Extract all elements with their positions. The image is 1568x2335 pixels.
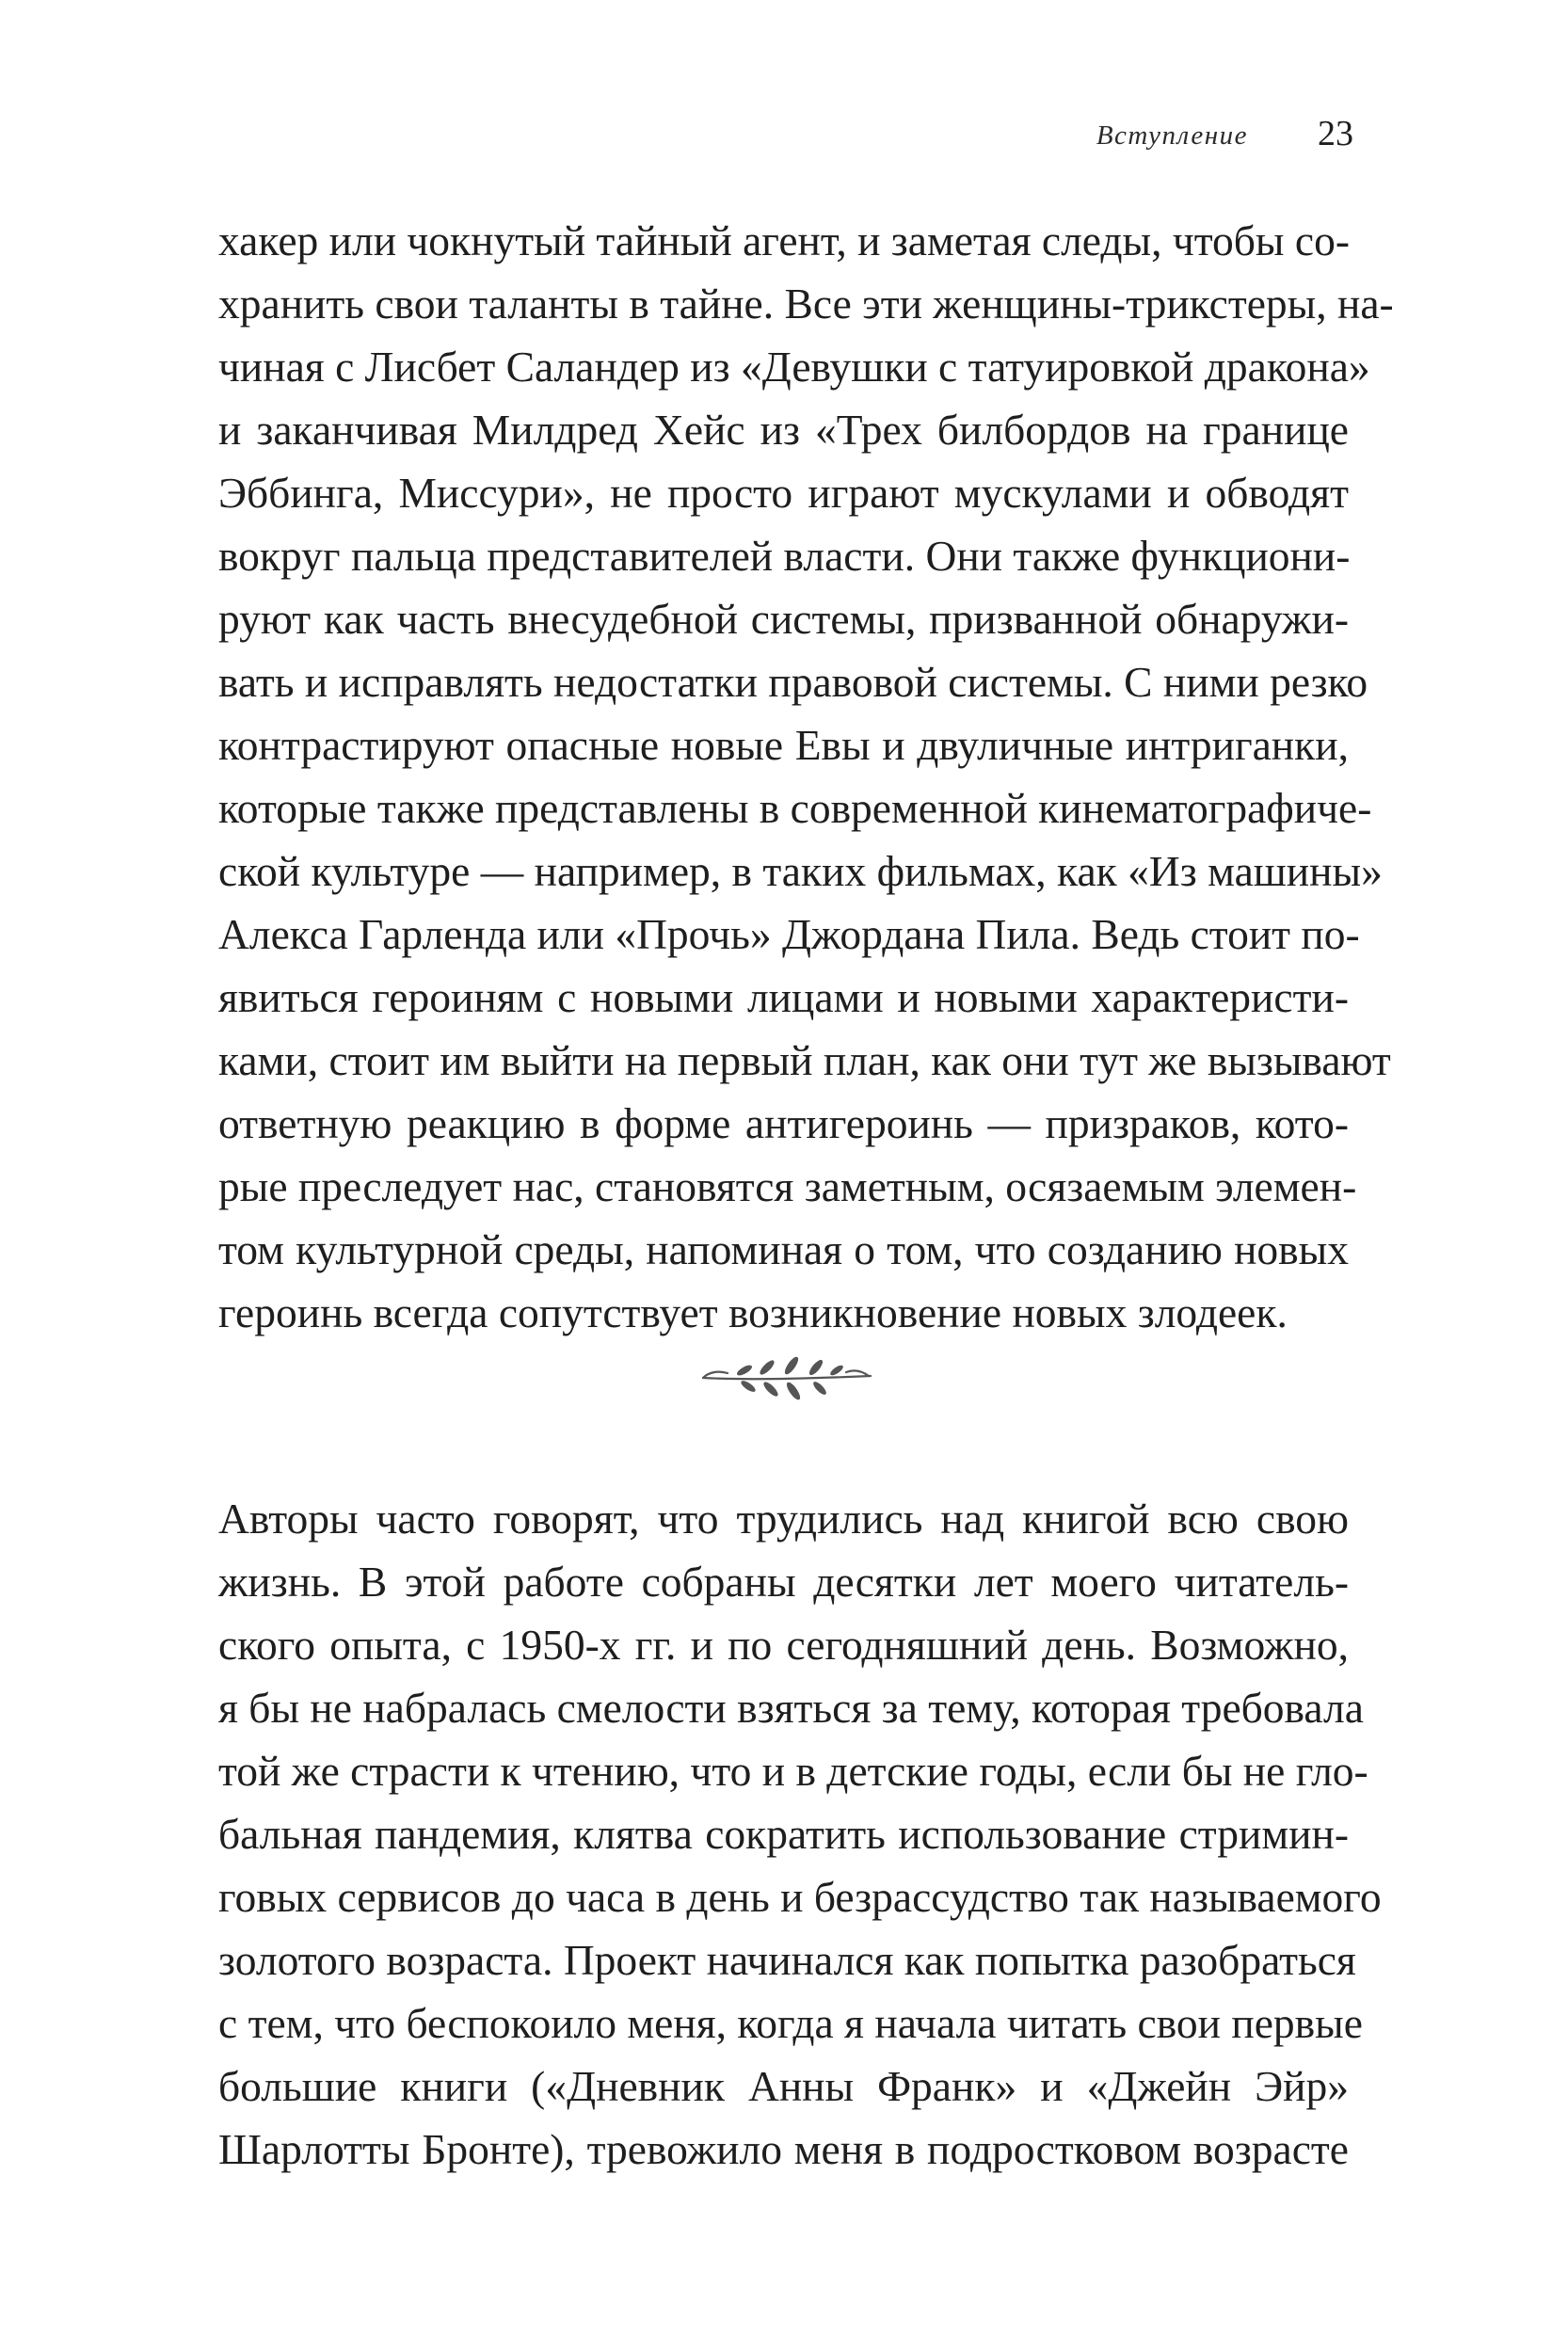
text-line: чиная с Лисбет Саландер из «Девушки с татуировкой дракона» xyxy=(218,343,1370,391)
text-line: той же страсти к чтению, что и в детские годы, если бы не гло- xyxy=(218,1747,1368,1795)
text-line: и заканчивая Милдред Хейс из «Трех билбордов на границе xyxy=(218,406,1349,454)
text-line: том культурной среды, напоминая о том, что созданию новых xyxy=(218,1225,1349,1273)
text-line: которые также представлены в современной кинематографиче- xyxy=(218,784,1372,832)
text-line: ской культуре — например, в таких фильмах, как «Из машины» xyxy=(218,847,1383,895)
text-line: ского опыта, с 1950-х гг. и по сегодняшний день. Возможно, xyxy=(218,1621,1349,1669)
text-line: я бы не набралась смелости взяться за тему, которая требовала xyxy=(218,1684,1364,1732)
text-line: ответную реакцию в форме антигероинь — призраков, кото- xyxy=(218,1099,1349,1147)
text-line: Алекса Гарленда или «Прочь» Джордана Пила. Ведь стоит по- xyxy=(218,910,1360,958)
paragraph-1 xyxy=(218,209,1394,1344)
text-line: жизнь. В этой работе собраны десятки лет моего читатель- xyxy=(218,1558,1349,1606)
text-line: явиться героиням с новыми лицами и новыми характеристи- xyxy=(218,973,1349,1021)
text-line: бальная пандемия, клятва сократить использование стримин- xyxy=(218,1810,1349,1858)
page-number: 23 xyxy=(1318,114,1353,153)
text-line: руют как часть внесудебной системы, призванной обнаружи- xyxy=(218,595,1349,643)
text-line: хакер или чокнутый тайный агент, и заметая следы, чтобы со- xyxy=(218,216,1350,264)
text-line: героинь всегда сопутствует возникновение новых злодеек. xyxy=(218,1288,1288,1336)
text-line: хранить свои таланты в тайне. Все эти женщины-трикстеры, на- xyxy=(218,280,1394,328)
text-line: Эббинга, Миссури», не просто играют мускулами и обводят xyxy=(218,469,1349,517)
text-line: Авторы часто говорят, что трудились над книгой всю свою xyxy=(218,1495,1349,1543)
text-line: с тем, что беспокоило меня, когда я начала читать свои первые xyxy=(218,1999,1363,2047)
text-line: Шарлотты Бронте), тревожило меня в подростковом возрасте xyxy=(218,2125,1349,2173)
text-line: контрастируют опасные новые Евы и двуличные интриганки, xyxy=(218,721,1349,769)
running-head xyxy=(0,111,1568,168)
text-line: ками, стоит им выйти на первый план, как они тут же вызывают xyxy=(218,1036,1391,1084)
text-line: рые преследует нас, становятся заметным, осязаемым элемен- xyxy=(218,1162,1357,1210)
text-line: золотого возраста. Проект начинался как попытка разобраться xyxy=(218,1936,1356,1984)
text-line: вать и исправлять недостатки правовой системы. С ними резко xyxy=(218,658,1368,706)
paragraph-2 xyxy=(218,1487,1382,2181)
text-line: вокруг пальца представителей власти. Они также функциони- xyxy=(218,532,1351,580)
text-line: говых сервисов до часа в день и безрассудство так называемого xyxy=(218,1873,1382,1921)
text-line: большие книги («Дневник Анны Франк» и «Джейн Эйр» xyxy=(218,2062,1349,2110)
section-title: Вступление xyxy=(1096,120,1248,151)
laurel-branch-icon xyxy=(699,1351,874,1404)
